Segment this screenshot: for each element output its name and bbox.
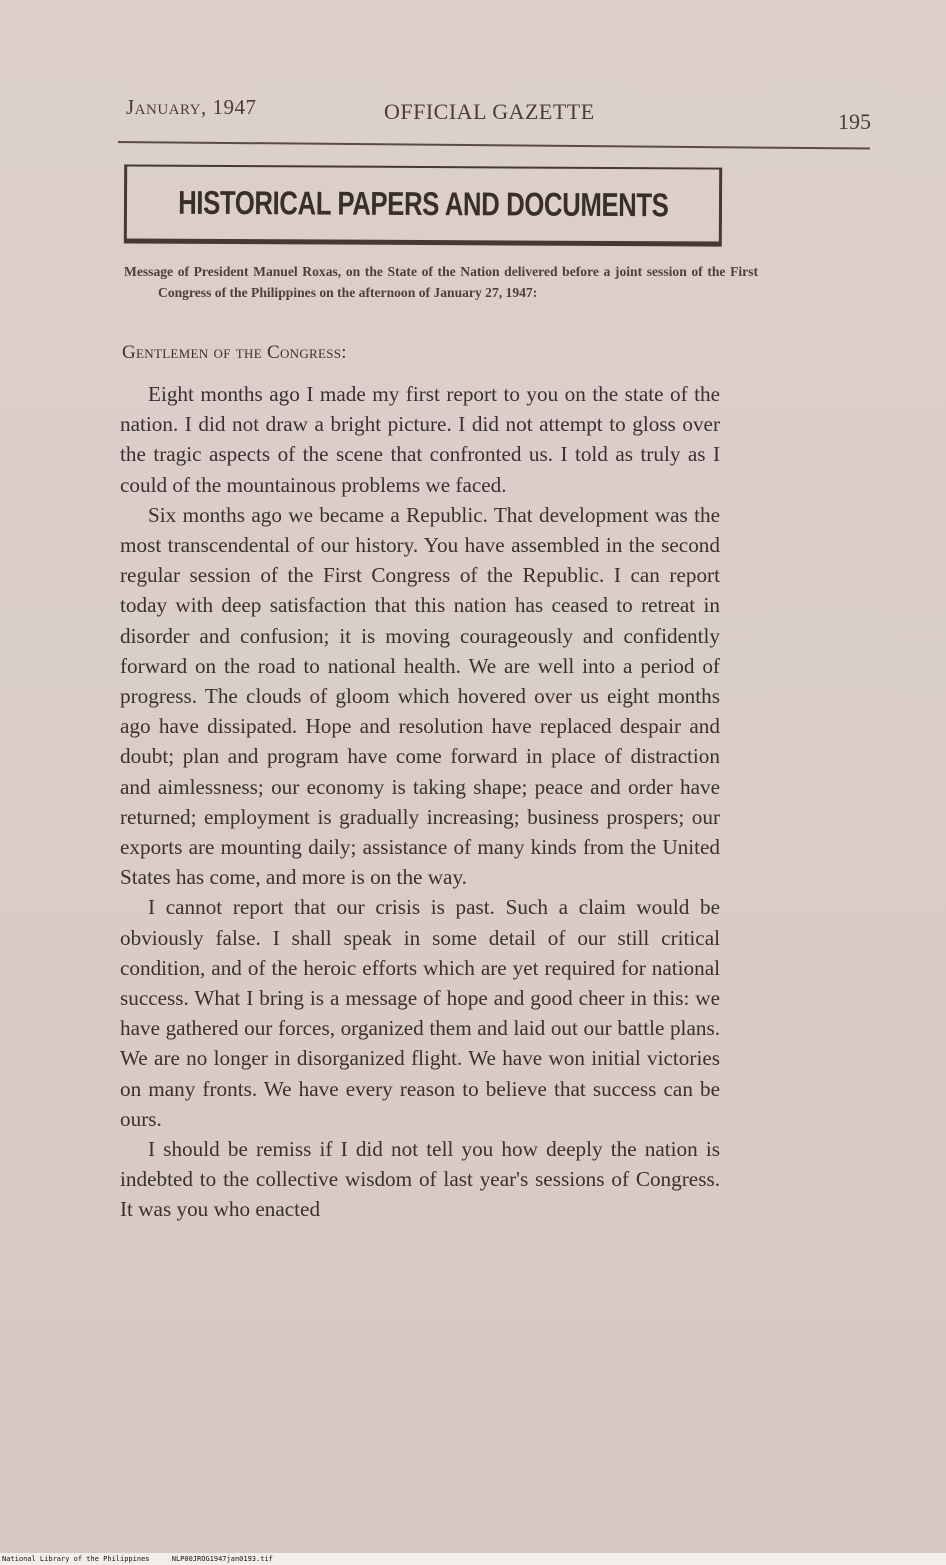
footer-file-id: NLP00JROG1947jan0193.tif — [171, 1555, 273, 1563]
section-title-box — [124, 164, 722, 246]
header-rule — [118, 141, 870, 150]
scan-footer — [0, 1553, 946, 1565]
page-header — [126, 95, 876, 135]
section-title: HISTORICAL PAPERS AND DOCUMENTS — [177, 183, 669, 224]
paragraph-3: I cannot report that our crisis is past. Such a claim would be obviously false. I shall speak in some detail of our still critical condition, and of the heroic efforts which are yet required for national success. What I bring is a message of hope and good cheer in this: we have gathered our forces, organized them and laid out our battle plans. We are no longer in disorganized flight. We have won initial victories on many fronts. We have every reason to believe that success can be ours. — [120, 895, 720, 1131]
footer-library: National Library of the Philippines — [2, 1555, 150, 1563]
page-number: 195 — [838, 109, 871, 134]
header-publication: OFFICIAL GAZETTE — [384, 99, 595, 124]
salutation: Gentlemen of the Congress: — [122, 342, 347, 363]
intro-caption: Message of President Manuel Roxas, on the State of the Nation delivered before a joint session of the First Congress of the Philippines on the afternoon of January 27, 1947: — [124, 264, 758, 300]
paragraph-1: Eight months ago I made my first report to you on the state of the nation. I did not draw a bright picture. I did not attempt to gloss over the tragic aspects of the scene that confronted us. I told as truly as I could of the mountainous problems we faced. — [120, 382, 720, 497]
header-date: January, 1947 — [126, 95, 257, 119]
paragraph-2: Six months ago we became a Republic. That development was the most transcendental of our history. You have assembled in the second regular session of the First Congress of the Republic. I can report today with deep satisfaction that this nation has ceased to retreat in disorder and confusion; it is moving courageously and confidently forward on the road to national health. We are well into a period of progress. The clouds of gloom which hovered over us eight months ago have dissipated. Hope and resolution have replaced despair and doubt; plan and program have come forward in place of distraction and aimlessness; our economy is taking shape; peace and order have returned; employment is gradually increasing; business prospers; our exports are mounting daily; assistance of many kinds from the United States has come, and more is on the way. — [120, 502, 720, 890]
paragraph-4: I should be remiss if I did not tell you how deeply the nation is indebted to the collective wisdom of last year's sessions of Congress. It was you who enacted — [120, 1137, 720, 1222]
body-text — [120, 379, 720, 1225]
